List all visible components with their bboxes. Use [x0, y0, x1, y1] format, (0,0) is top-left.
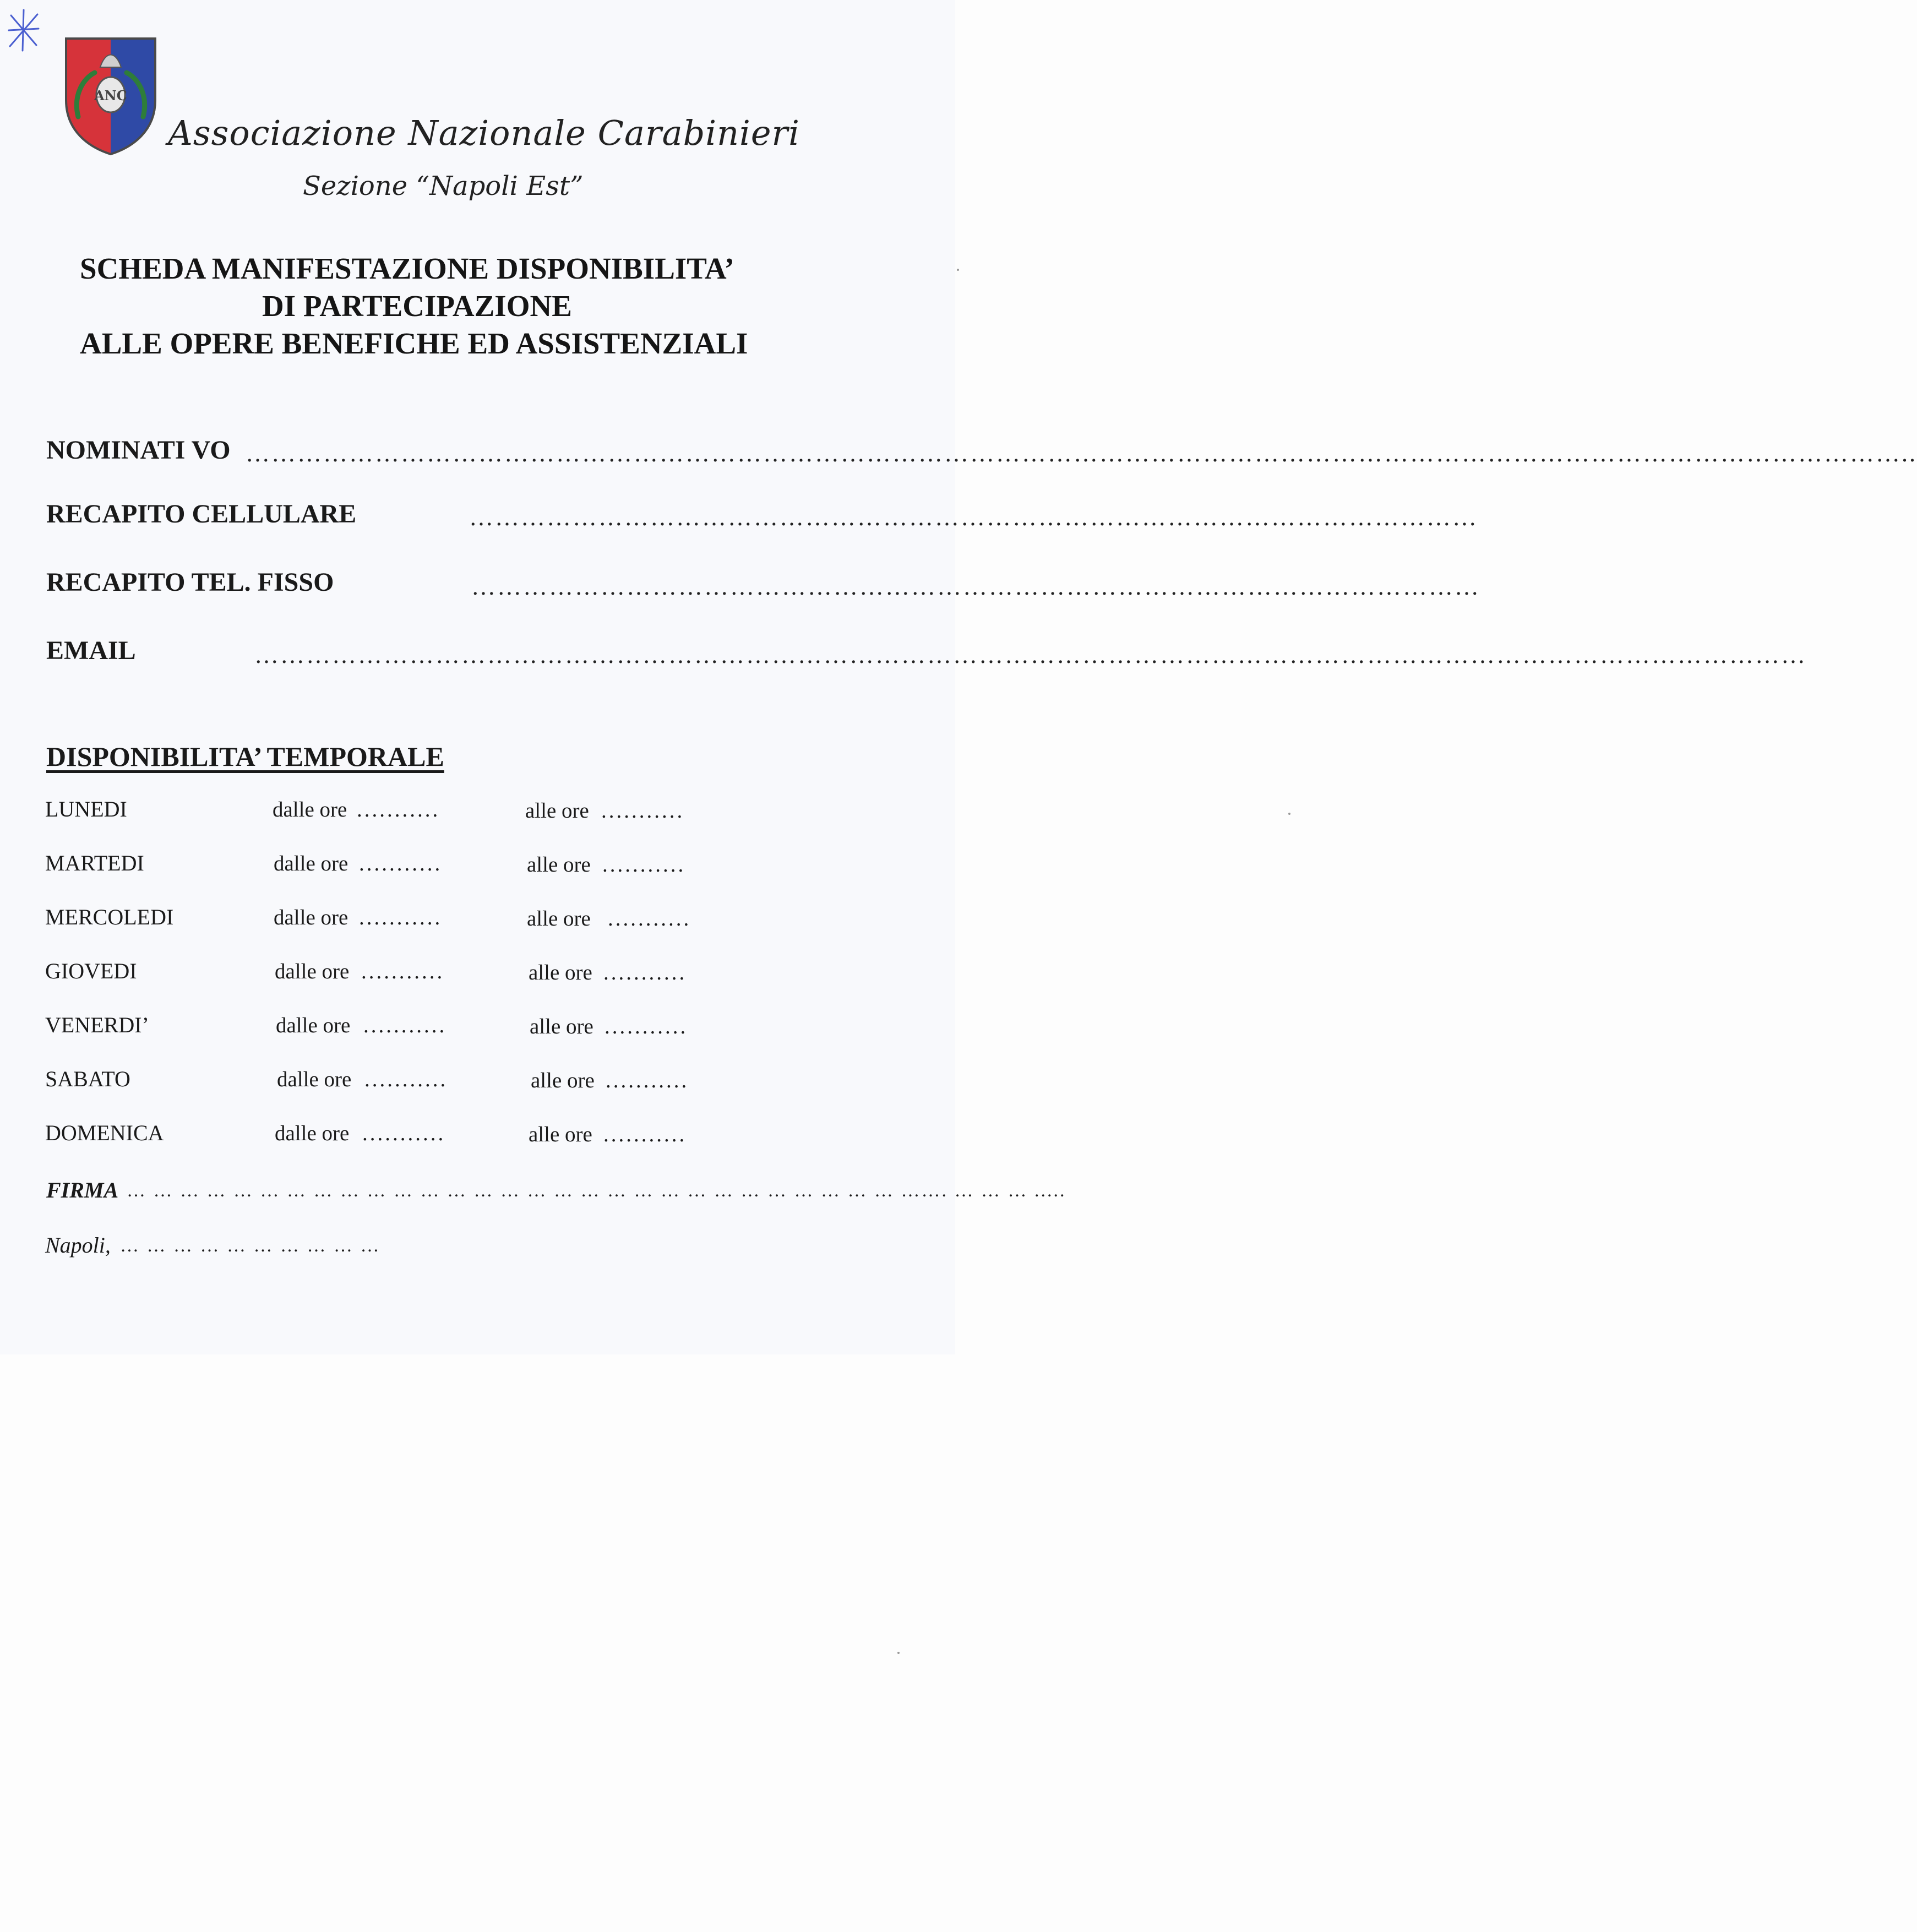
section-name: Sezione “Napoli Est”: [303, 171, 584, 202]
from-label: dalle ore: [275, 1122, 350, 1145]
day-label-venerdi: VENERDI’: [45, 1013, 149, 1037]
day-label-lunedi: LUNEDI: [45, 797, 127, 821]
from-label: dalle ore: [274, 852, 348, 875]
to-label: alle ore: [529, 961, 592, 984]
from-blank-lunedi[interactable]: ...........: [357, 798, 440, 821]
day-label-giovedi: GIOVEDI: [45, 959, 137, 983]
form-title-line-2: DI PARTECIPAZIONE: [262, 289, 572, 323]
signature-label: FIRMA: [46, 1178, 119, 1202]
from-blank-giovedi[interactable]: ...........: [361, 960, 445, 983]
svg-text:ANC: ANC: [94, 88, 127, 104]
to-blank-venerdi[interactable]: ...........: [604, 1015, 688, 1038]
field-blank-nominativo[interactable]: …………………………………………………………………………………………………………………………………………………………………………..: [246, 440, 1917, 467]
from-label: dalle ore: [273, 798, 347, 821]
from-label: dalle ore: [274, 906, 348, 929]
from-blank-sabato[interactable]: ...........: [364, 1068, 448, 1091]
field-blank-email[interactable]: ………………………………………………………………………………………………………………………………………………………………: [254, 641, 1807, 668]
field-label-tel-fisso: RECAPITO TEL. FISSO: [46, 568, 334, 597]
to-label: alle ore: [527, 853, 591, 877]
to-blank-sabato[interactable]: ...........: [606, 1069, 689, 1092]
form-title-line-1: SCHEDA MANIFESTAZIONE DISPONIBILITA’: [80, 252, 734, 285]
from-blank-venerdi[interactable]: ...........: [363, 1014, 447, 1037]
association-name: Associazione Nazionale Carabinieri: [168, 113, 800, 153]
from-blank-martedi[interactable]: ...........: [359, 852, 443, 875]
to-label: alle ore: [529, 1123, 592, 1146]
availability-heading: DISPONIBILITA’ TEMPORALE: [46, 741, 444, 772]
from-blank-mercoledi[interactable]: ...........: [359, 906, 443, 929]
scan-speck: [1288, 813, 1290, 815]
field-blank-tel-fisso[interactable]: ………………………………………………………………………………………………………: [471, 573, 1480, 600]
place-date-label: Napoli,: [45, 1233, 111, 1258]
date-blank[interactable]: … … … … … … … … … …: [120, 1236, 381, 1256]
to-label: alle ore: [530, 1015, 593, 1038]
form-title-line-3: ALLE OPERE BENEFICHE ED ASSISTENZIALI: [80, 326, 748, 360]
asterisk-mark-icon: [4, 6, 43, 55]
day-label-mercoledi: MERCOLEDI: [45, 905, 174, 929]
from-label: dalle ore: [276, 1014, 351, 1037]
from-label: dalle ore: [275, 960, 350, 983]
from-label: dalle ore: [277, 1068, 352, 1091]
to-blank-lunedi[interactable]: ...........: [601, 799, 685, 823]
to-label: alle ore: [531, 1069, 595, 1092]
day-label-domenica: DOMENICA: [45, 1120, 164, 1145]
field-label-cellulare: RECAPITO CELLULARE: [46, 499, 357, 529]
carabinieri-crest-icon: [62, 34, 160, 156]
to-blank-martedi[interactable]: ...........: [602, 853, 686, 877]
day-label-sabato: SABATO: [45, 1066, 130, 1091]
field-blank-cellulare[interactable]: ………………………………………………………………………………………………………: [469, 504, 1478, 531]
to-blank-mercoledi[interactable]: ...........: [608, 907, 691, 930]
to-label: alle ore: [527, 907, 591, 930]
to-blank-giovedi[interactable]: ...........: [603, 961, 687, 984]
from-blank-domenica[interactable]: ...........: [362, 1122, 446, 1145]
form-sheet: [0, 0, 955, 1354]
field-label-email: EMAIL: [46, 636, 136, 665]
day-label-martedi: MARTEDI: [45, 851, 144, 875]
field-label-nominativo: NOMINATI VO: [46, 436, 231, 465]
to-label: alle ore: [525, 799, 589, 823]
scan-speck: [957, 269, 959, 271]
signature-blank[interactable]: … … … … … … … … … … … … … … … … … … … … … … … … … … … … … ……. … … … .....: [127, 1180, 1066, 1201]
scan-speck: [897, 1652, 900, 1654]
to-blank-domenica[interactable]: ...........: [603, 1123, 687, 1146]
